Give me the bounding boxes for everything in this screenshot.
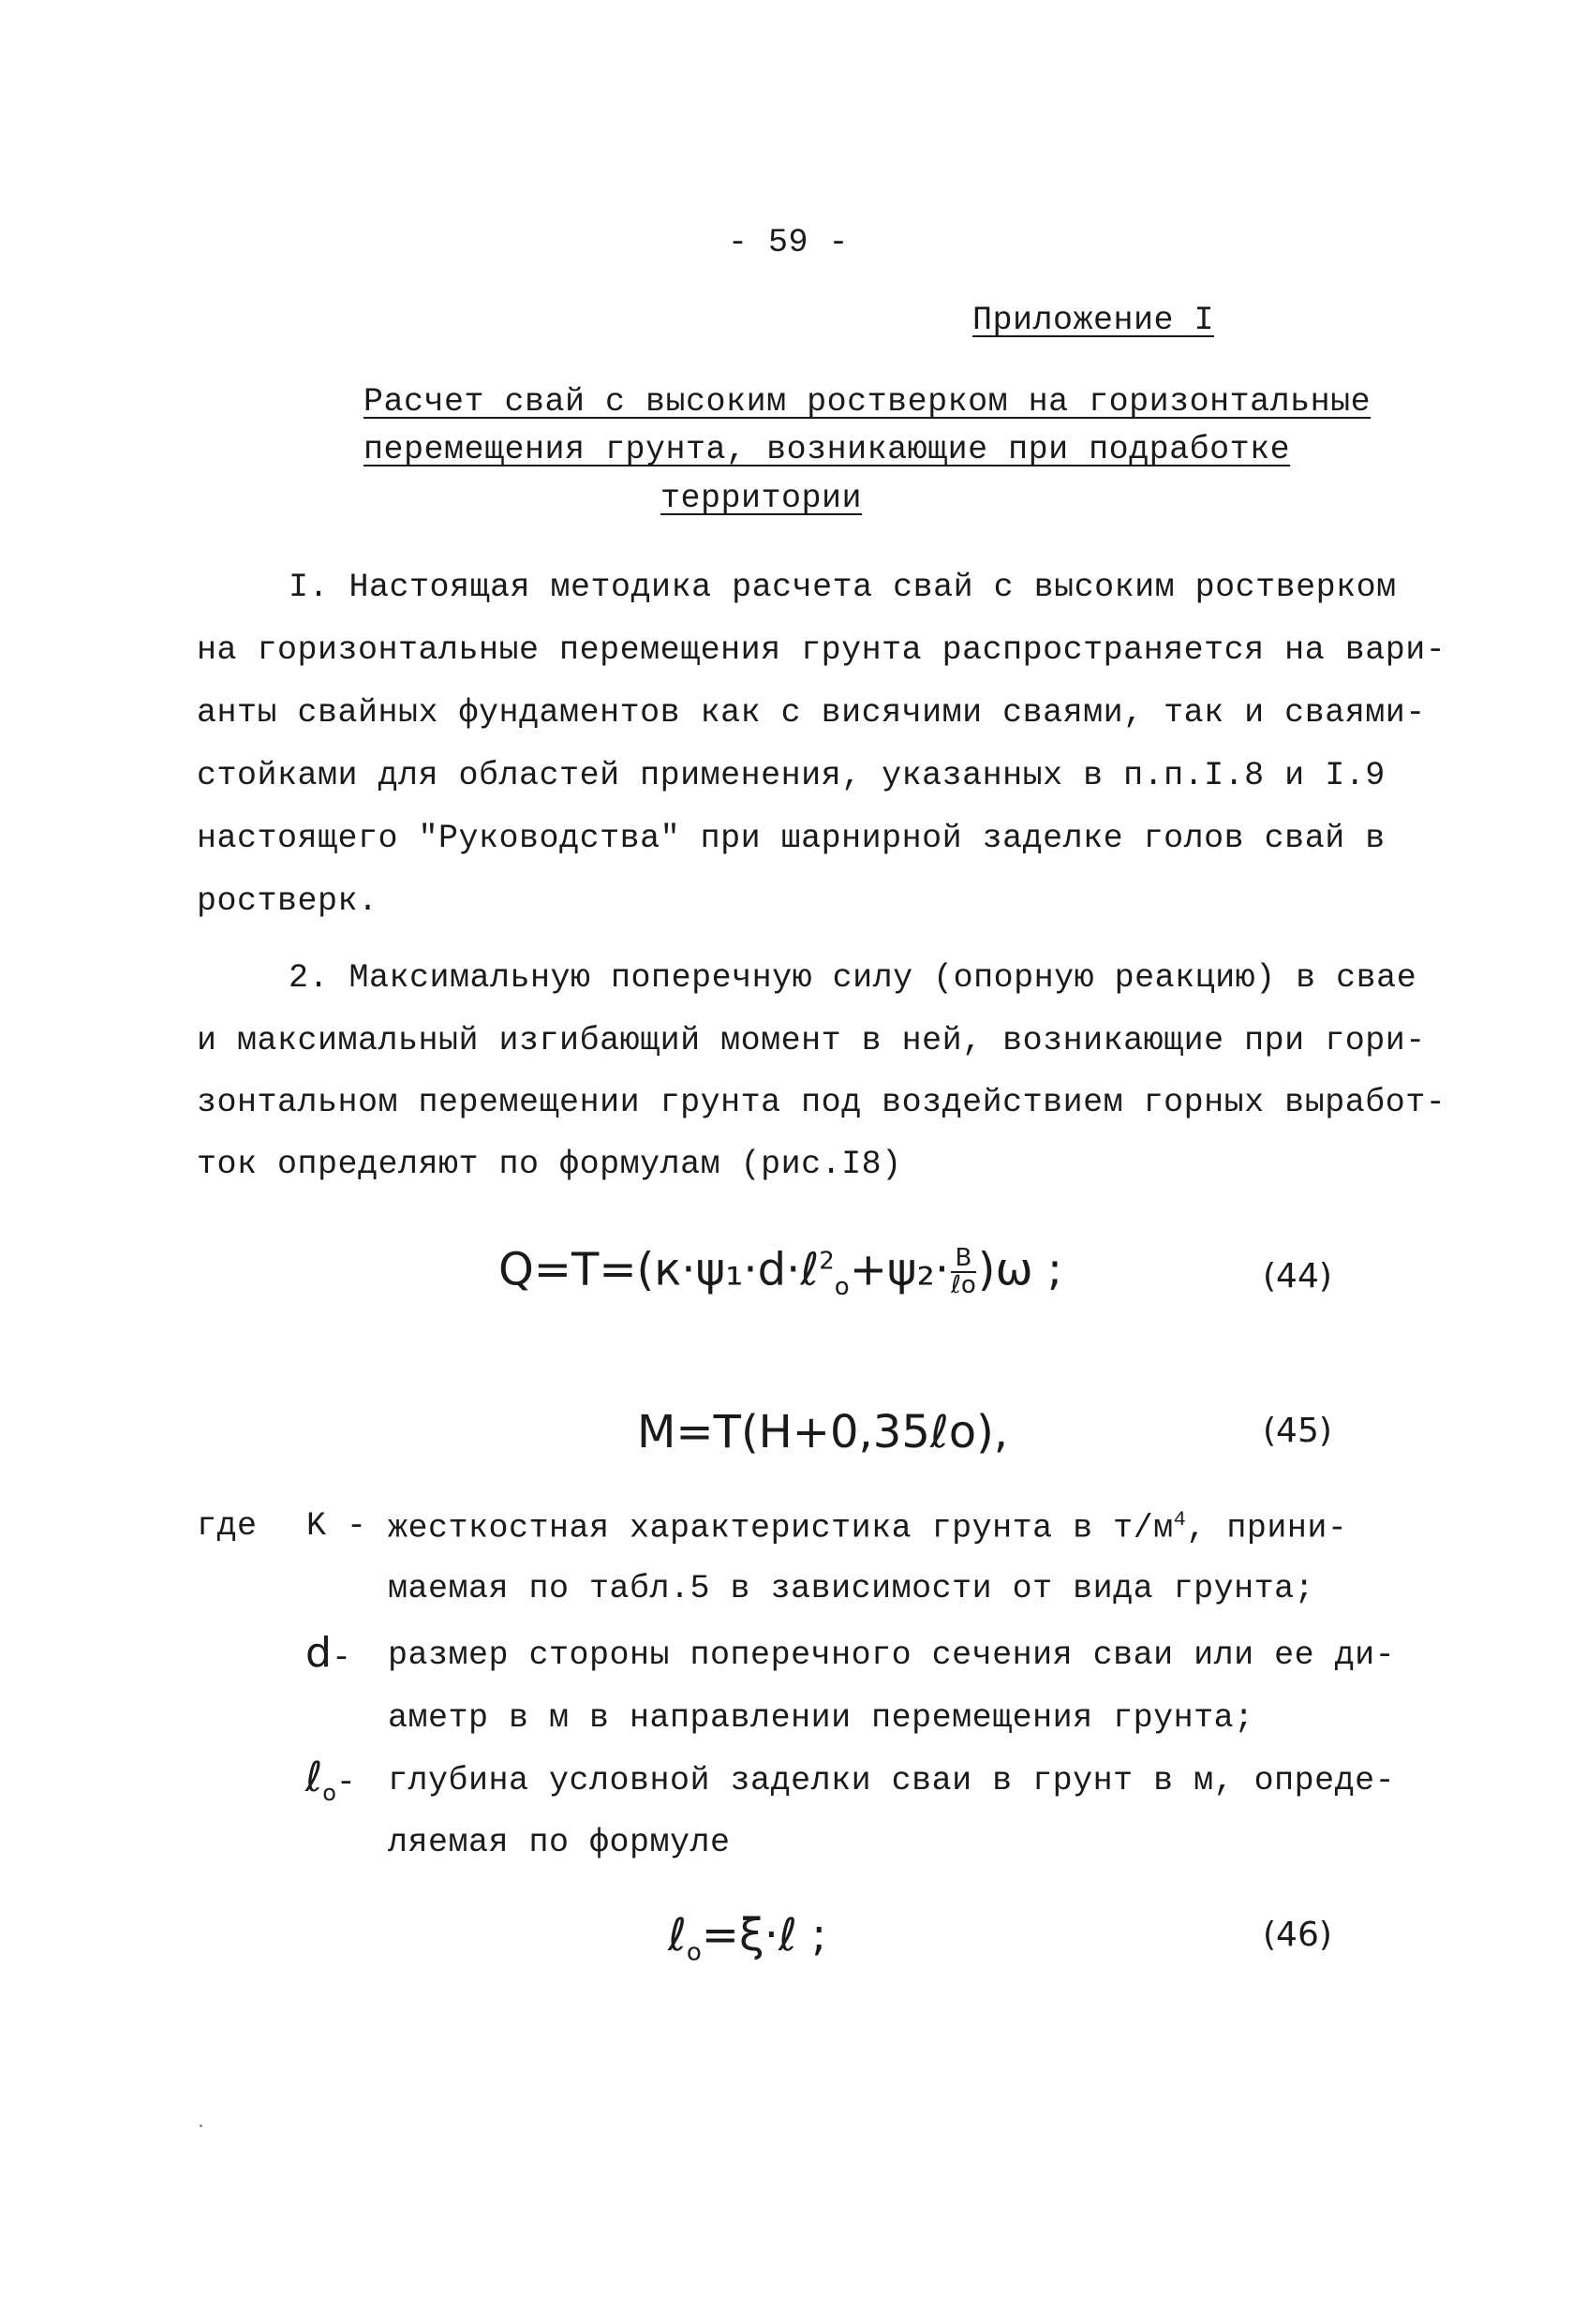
- eq44-lhs: Q=T=(к·ψ₁·d·ℓ: [498, 1243, 820, 1296]
- def-d-line-2: аметр в м в направлении перемещения грунта;: [388, 1699, 1254, 1737]
- title-line-2: перемещения грунта, возникающие при подработке: [363, 431, 1291, 468]
- def-l0-symbol: [305, 1754, 357, 1806]
- def-d-symbol: [305, 1629, 352, 1677]
- def-l0-letter-main: ℓ: [305, 1754, 323, 1801]
- def-l0-line-2: ляемая по формуле: [388, 1824, 731, 1861]
- para2-line: и максимальный изгибающий момент в ней, возникающие при гори-: [197, 1022, 1426, 1059]
- para2-line: зонтальном перемещении грунта под воздействием горных выработ-: [197, 1084, 1446, 1121]
- para1-line: стойками для областей применения, указанных в п.п.I.8 и I.9: [197, 757, 1386, 794]
- para1-line: на горизонтальные перемещения грунта распространяется на вари-: [197, 631, 1446, 669]
- para1-line: анты свайных фундаментов как с висячими сваями, так и сваями-: [197, 694, 1426, 732]
- def-k-symbol: [306, 1507, 367, 1545]
- equation-44-number: (44): [1263, 1257, 1332, 1295]
- where-word: где: [197, 1507, 258, 1545]
- eq44-fraction: [951, 1246, 976, 1299]
- title-line-1: Расчет свай с высоким ростверком на горизонтальные: [363, 383, 1372, 421]
- eq44-exponent: 2: [819, 1247, 835, 1276]
- def-k-dash: -: [326, 1507, 367, 1545]
- para1-line: настоящего "Руководства" при шарнирной заделке голов свай в: [197, 820, 1386, 857]
- para1-line: ростверк.: [197, 882, 378, 920]
- equation-45-number: (45): [1263, 1412, 1332, 1450]
- equation-45: M=T(H+0,35ℓo),: [637, 1406, 1009, 1458]
- eq46-lhs-sub: o: [686, 1938, 702, 1967]
- title-line-3: территории: [660, 480, 863, 517]
- def-l0-letter: [305, 1754, 336, 1806]
- equation-46-number: (46): [1263, 1916, 1332, 1954]
- eq44-frac-den: ℓo: [951, 1271, 976, 1300]
- def-l0-line-1: глубина условной заделки сваи в грунт в м, опреде-: [388, 1762, 1396, 1799]
- equation-46: [668, 1909, 827, 1967]
- eq46-rhs: =ξ·ℓ ;: [701, 1909, 827, 1961]
- para1-line: I. Настоящая методика расчета свай с высоким ростверком: [289, 569, 1397, 606]
- def-d-dash: -: [331, 1639, 352, 1677]
- def-d-letter: d: [305, 1629, 332, 1677]
- def-d-line-1: размер стороны поперечного сечения сваи или ее ди-: [388, 1636, 1396, 1674]
- para2-line: ток определяют по формулам (рис.I8): [197, 1146, 902, 1183]
- eq44-frac-num: B: [951, 1246, 976, 1273]
- appendix-label: Приложение I: [972, 302, 1215, 339]
- def-l0-letter-sub: o: [322, 1779, 336, 1806]
- eq46-lhs: ℓ: [668, 1909, 687, 1961]
- def-k-line-2: маемая по табл.5 в зависимости от вида грунта;: [388, 1570, 1315, 1607]
- def-l0-dash: -: [335, 1764, 357, 1801]
- para2-line: 2. Максимальную поперечную силу (опорную реакцию) в свае: [289, 959, 1417, 997]
- eq44-rhs: )ω ;: [977, 1243, 1063, 1296]
- def-k-unit-exponent: 4: [1173, 1508, 1187, 1532]
- eq44-subscript: o: [834, 1272, 850, 1301]
- def-k-text: жесткостная характеристика грунта в т/м: [388, 1509, 1174, 1547]
- def-k-text-end: , прини-: [1186, 1509, 1348, 1547]
- equation-44: [498, 1243, 1063, 1301]
- scan-speck: [200, 2124, 202, 2127]
- def-k-letter: K: [306, 1507, 327, 1545]
- def-k-line-1: [388, 1510, 1347, 1546]
- page-number: - 59 -: [728, 224, 850, 261]
- eq44-mid: +ψ₂·: [849, 1243, 950, 1296]
